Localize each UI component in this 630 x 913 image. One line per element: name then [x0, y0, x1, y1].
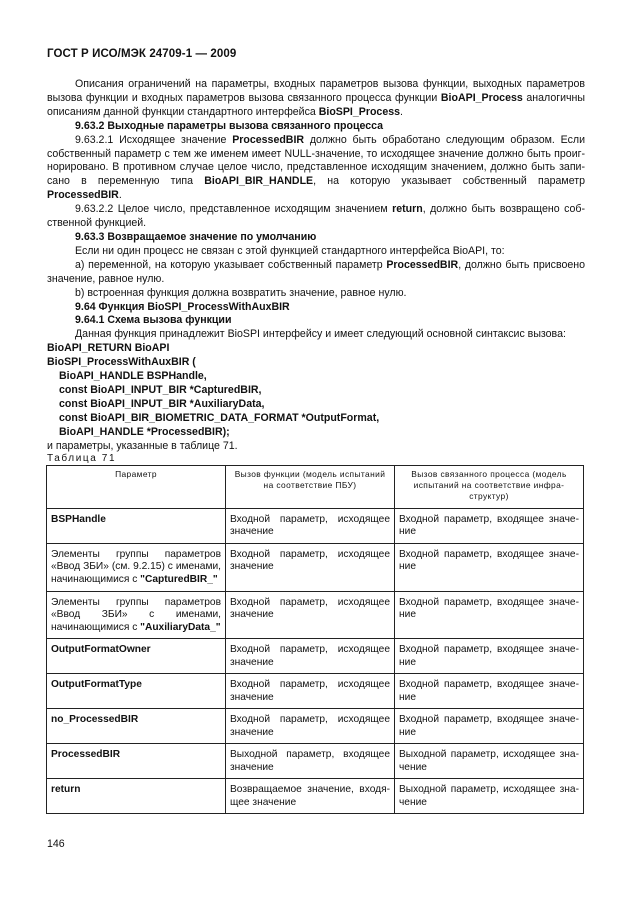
section-heading: 9.63.3 Возвращаемое значение по умолчанию — [75, 230, 317, 243]
table-row — [47, 744, 584, 779]
param-name-cell: OutputFormatOwner — [47, 639, 226, 674]
function-call-cell: Выходной параметр, входящее значение — [226, 744, 395, 779]
code-line: BioAPI_HANDLE *ProcessedBIR); — [59, 425, 230, 438]
column-header: Вызов функции (модель испытаний на соответствие ПБУ) — [226, 466, 395, 509]
list-item: b) встроенная функция должна возвратить значение, равное нулю. — [75, 286, 407, 299]
param-name-cell: Элементы группы параметров «Ввод ЗБИ» с именами, начинающимися с "AuxiliaryData_" — [47, 592, 226, 639]
list-item-cont: значение, равное нулю. — [47, 272, 165, 285]
paragraph-line: и параметры, указанные в таблице 71. — [47, 439, 238, 452]
table-row — [47, 592, 584, 639]
table-row — [47, 709, 584, 744]
page-number: 146 — [47, 838, 65, 850]
process-call-cell: Входной параметр, входящее значе-ние — [395, 709, 584, 744]
code-line: BioAPI_HANDLE BSPHandle, — [59, 370, 207, 383]
process-call-cell: Входной параметр, входящее значе-ние — [395, 544, 584, 592]
process-call-cell: Входной параметр, входящее значе-ние — [395, 674, 584, 709]
param-name-cell: BSPHandle — [47, 509, 226, 544]
body-text — [47, 78, 585, 453]
table-row — [47, 509, 584, 544]
table-caption: Таблица 71 — [47, 453, 117, 464]
section-heading: 9.63.2 Выходные параметры вызова связанного процесса — [75, 119, 384, 132]
paragraph-line: 9.63.2.2 Целое число, представленное исходящим значением return, должно быть возвращено соб- — [75, 203, 585, 216]
table-header-row — [47, 466, 584, 509]
param-name-cell: OutputFormatType — [47, 674, 226, 709]
intro-line: вызова функции и входных параметров вызова связанного процесса функции BioAPI_Process аналогичны — [47, 91, 585, 104]
paragraph-line: норировано. В противном случае целое число, представленное исходящим значением, должно быть запи- — [47, 161, 585, 174]
function-call-cell: Входной параметр, исходящее значение — [226, 509, 395, 544]
param-name-emphasis: "AuxiliaryData_" — [140, 621, 221, 633]
paragraph-line: 9.63.2.1 Исходящее значение ProcessedBIR должно быть обработано следующим образом. Если — [75, 133, 585, 146]
code-line: BioAPI_RETURN BioAPI — [47, 342, 170, 355]
param-name-cell: no_ProcessedBIR — [47, 709, 226, 744]
code-line: const BioAPI_INPUT_BIR *CapturedBIR, — [59, 383, 262, 396]
column-header: Вызов связанного процесса (модель испытаний на соответствие инфра-структур) — [395, 466, 584, 509]
parameters-table — [46, 465, 584, 814]
paragraph-line: Если ни один процесс не связан с этой функцией стандартного интерфейса BioAPI, то: — [75, 244, 505, 257]
process-call-cell: Выходной параметр, исходящее зна-чение — [395, 779, 584, 814]
process-call-cell: Входной параметр, входящее значе-ние — [395, 639, 584, 674]
document-header: ГОСТ Р ИСО/МЭК 24709-1 — 2009 — [47, 48, 237, 60]
param-name-cell: Элементы группы параметров «Ввод ЗБИ» (см. 9.2.15) с именами, начинающимися с "CapturedBIR_" — [47, 544, 226, 592]
function-call-cell: Входной параметр, исходящее значение — [226, 639, 395, 674]
column-header: Параметр — [47, 466, 226, 509]
subsection-heading: 9.64.1 Схема вызова функции — [75, 314, 232, 327]
param-name-emphasis: "CapturedBIR_" — [140, 573, 218, 585]
function-call-cell: Входной параметр, исходящее значение — [226, 592, 395, 639]
table-row — [47, 639, 584, 674]
process-call-cell: Выходной параметр, исходящее зна-чение — [395, 744, 584, 779]
process-call-cell: Входной параметр, входящее значе-ние — [395, 592, 584, 639]
code-line: const BioAPI_BIR_BIOMETRIC_DATA_FORMAT *OutputFormat, — [59, 411, 380, 424]
code-line: BioSPI_ProcessWithAuxBIR ( — [47, 356, 196, 369]
table-row — [47, 544, 584, 592]
table-row — [47, 779, 584, 814]
param-name-cell: return — [47, 779, 226, 814]
function-call-cell: Возвращаемое значение, входя-щее значение — [226, 779, 395, 814]
param-name-cell: ProcessedBIR — [47, 744, 226, 779]
list-item: а) переменной, на которую указывает собственный параметр ProcessedBIR, должно быть присвоено — [75, 258, 585, 271]
process-call-cell: Входной параметр, входящее значе-ние — [395, 509, 584, 544]
section-heading: 9.64 Функция BioSPI_ProcessWithAuxBIR — [75, 300, 290, 313]
intro-line: Описания ограничений на параметры, входных параметров вызова функции, выходных параметров — [75, 78, 585, 90]
intro-line: описаниям данной функции стандартного интерфейса BioSPI_Process. — [47, 105, 403, 118]
function-call-cell: Входной параметр, исходящее значение — [226, 674, 395, 709]
paragraph-line: собственный параметр с тем же именем имеет NULL-значение, то исходящее значение должно быть проиг- — [47, 147, 585, 160]
table-row — [47, 674, 584, 709]
function-call-cell: Входной параметр, исходящее значение — [226, 709, 395, 744]
code-line: const BioAPI_INPUT_BIR *AuxiliaryData, — [59, 397, 265, 410]
paragraph-line: сано в переменную типа BioAPI_BIR_HANDLE, на которую указывает собственный параметр ProcessedBIR. — [47, 175, 585, 202]
paragraph-line: Данная функция принадлежит BioSPI интерфейсу и имеет следующий основной синтаксис вызова: — [75, 328, 566, 341]
function-call-cell: Входной параметр, исходящее значение — [226, 544, 395, 592]
paragraph-line: ственной функцией. — [47, 217, 147, 230]
